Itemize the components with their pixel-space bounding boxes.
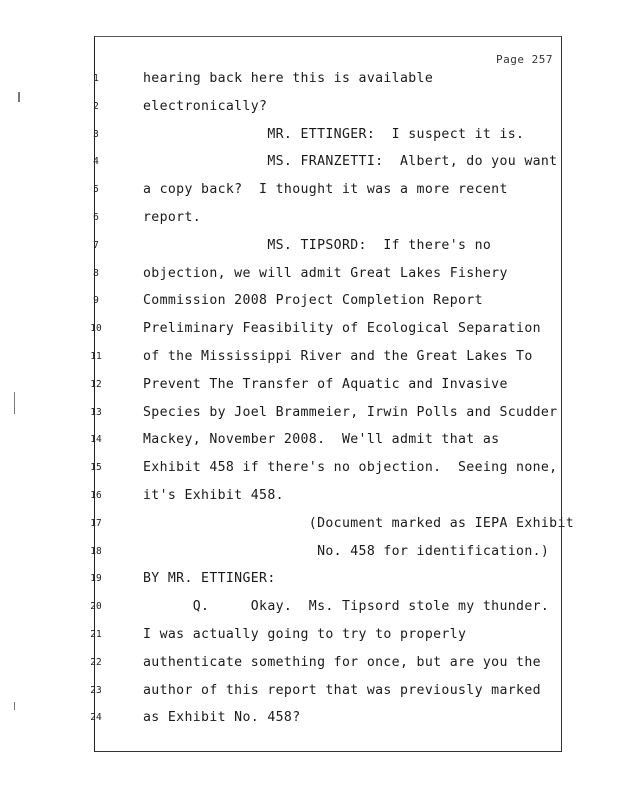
- transcript-line: [95, 154, 561, 174]
- line-text: it's Exhibit 458.: [143, 488, 284, 503]
- line-number: 24: [90, 712, 102, 724]
- line-number: 10: [90, 323, 102, 335]
- transcript-line: [95, 127, 561, 147]
- line-text: Preliminary Feasibility of Ecological Separation: [143, 321, 541, 337]
- line-number: 2: [93, 100, 99, 112]
- transcript-line: [95, 266, 561, 286]
- line-number: 1: [93, 73, 99, 84]
- line-number: 19: [90, 573, 102, 585]
- line-text: I was actually going to try to properly: [143, 627, 467, 642]
- line-number: 16: [90, 490, 102, 501]
- line-number: 17: [90, 517, 102, 529]
- line-number: 7: [93, 239, 99, 251]
- transcript-line: [90, 654, 561, 675]
- line-text: authenticate something for once, but are you the: [143, 654, 541, 670]
- transcript-line: [95, 99, 561, 119]
- line-number: 15: [90, 462, 102, 474]
- transcript-line: [95, 182, 561, 202]
- transcript-line: [90, 376, 561, 397]
- line-text: MR. ETTINGER: I suspect it is.: [143, 126, 525, 142]
- line-number: 12: [90, 378, 102, 390]
- scan-mark-left-middle: [14, 392, 15, 414]
- transcript-line: [95, 293, 561, 313]
- line-text: No. 458 for identification.): [143, 543, 550, 559]
- transcript-line: [90, 599, 561, 619]
- line-text: Mackey, November 2008. We'll admit that as: [143, 432, 500, 448]
- transcript-line: [90, 488, 561, 508]
- line-text: MS. TIPSORD: If there's no: [143, 237, 492, 253]
- line-text: as Exhibit No. 458?: [143, 710, 301, 726]
- scan-mark-left-bottom: [14, 702, 15, 710]
- line-text: electronically?: [143, 98, 268, 114]
- transcript-line: [95, 71, 561, 91]
- line-number: 18: [90, 545, 102, 557]
- line-text: MS. FRANZETTI: Albert, do you want: [143, 154, 558, 170]
- line-number: 5: [93, 184, 99, 196]
- line-number: 14: [90, 434, 102, 446]
- line-text: of the Mississippi River and the Great Lakes To: [143, 349, 533, 364]
- line-number: 21: [90, 629, 102, 640]
- line-text: BY MR. ETTINGER:: [143, 571, 276, 587]
- line-text: objection, we will admit Great Lakes Fishery: [143, 265, 508, 281]
- transcript-line: [90, 710, 561, 730]
- line-number: 3: [93, 128, 99, 140]
- transcript-line: [95, 210, 561, 230]
- transcript-line: [90, 515, 575, 536]
- line-number: 11: [90, 351, 102, 362]
- transcript-line: [90, 682, 561, 703]
- line-number: 6: [93, 212, 99, 223]
- line-text: Exhibit 458 if there's no objection. Seeing none,: [143, 460, 558, 476]
- transcript-line: [90, 543, 561, 564]
- line-number: 20: [90, 601, 102, 613]
- line-number: 13: [90, 406, 102, 418]
- line-text: Species by Joel Brammeier, Irwin Polls and Scudder: [143, 404, 558, 420]
- transcript-line: [90, 321, 561, 341]
- transcript-line: [90, 349, 561, 369]
- line-text: hearing back here this is available: [143, 71, 434, 86]
- line-text: author of this report that was previously marked: [143, 682, 541, 698]
- transcript-line: [90, 460, 561, 480]
- line-text: Prevent The Transfer of Aquatic and Invasive: [143, 376, 508, 392]
- line-number: 9: [93, 295, 99, 307]
- line-text: Q. Okay. Ms. Tipsord stole my thunder.: [143, 599, 550, 615]
- transcript-line: [90, 627, 561, 647]
- page-number: Page 257: [496, 53, 553, 66]
- line-number: 23: [90, 684, 102, 696]
- transcript-line: [90, 404, 561, 425]
- line-text: report.: [143, 210, 202, 225]
- line-number: 8: [93, 267, 99, 279]
- line-number: 4: [93, 156, 99, 168]
- transcript-line: [95, 238, 561, 258]
- transcript-page: [90, 36, 575, 752]
- scan-mark-left-top: [18, 92, 20, 102]
- transcript-line: [90, 571, 561, 591]
- line-text: Commission 2008 Project Completion Report: [143, 293, 483, 309]
- line-number: 22: [90, 656, 102, 668]
- line-text: a copy back? I thought it was a more recent: [143, 182, 508, 198]
- transcript-line: [90, 432, 561, 452]
- line-text: (Document marked as IEPA Exhibit: [143, 515, 575, 531]
